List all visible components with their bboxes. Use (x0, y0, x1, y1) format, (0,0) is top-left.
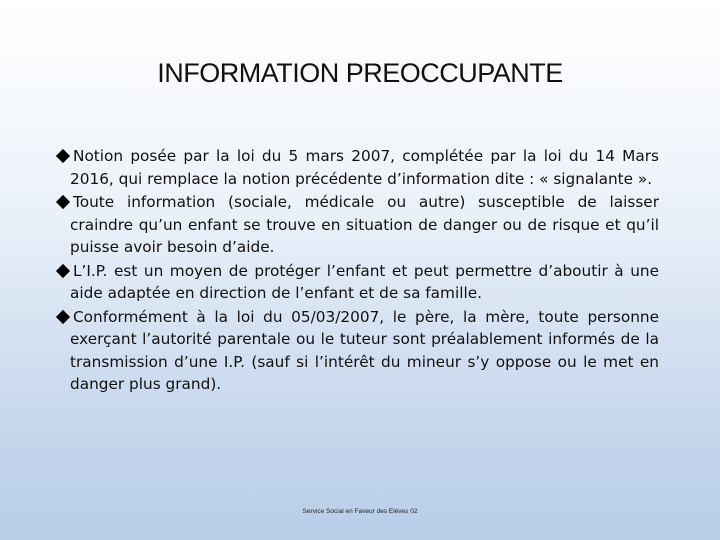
diamond-bullet-icon (56, 149, 70, 163)
bullet-item (56, 260, 659, 305)
bullet-list (56, 145, 659, 397)
bullet-text: Notion posée par la loi du 5 mars 2007, complétée par la loi du 14 Mars 2016, qui remplace la notion précédente d’information dite : « signalante ». (70, 147, 659, 188)
bullet-item (56, 191, 659, 259)
diamond-bullet-icon (56, 309, 70, 323)
slide-title: INFORMATION PREOCCUPANTE (157, 58, 563, 88)
bullet-text: L’I.P. est un moyen de protéger l’enfant et peut permettre d’aboutir à une aide adaptée en direction de l’enfant et de sa famille. (70, 261, 659, 302)
diamond-bullet-icon (56, 263, 70, 277)
bullet-item (56, 306, 659, 396)
bullet-item (56, 145, 659, 190)
slide-footer: Service Social en Faveur des Elèves 02 (302, 508, 418, 515)
bullet-text: Toute information (sociale, médicale ou autre) susceptible de laisser craindre qu’un enfant se trouve en situation de danger ou de risque et qu’il puisse avoir besoin d’aide. (70, 193, 659, 256)
bullet-text: Conformément à la loi du 05/03/2007, le père, la mère, toute personne exerçant l’autorité parentale ou le tuteur sont préalablement informés de la transmission d’une I.P. (sauf si l’intérêt du mineur s’y oppose ou le met en danger plus grand). (70, 307, 659, 393)
diamond-bullet-icon (56, 195, 70, 209)
